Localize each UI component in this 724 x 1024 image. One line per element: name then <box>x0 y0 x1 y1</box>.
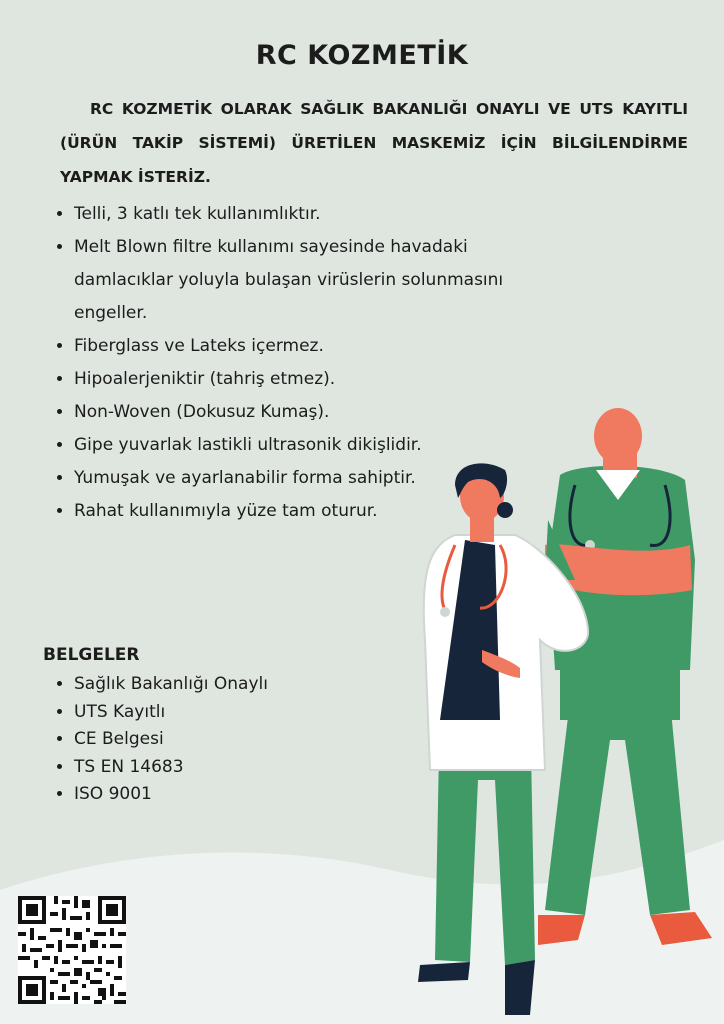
certificate-list <box>52 671 268 809</box>
page-title: RC KOZMETİK <box>255 40 469 71</box>
feature-item: • Yumuşak ve ayarlanabilir forma sahiptir. <box>74 462 534 495</box>
certificates-heading: BELGELER <box>43 645 140 665</box>
male-nurse-figure <box>538 408 712 945</box>
feature-item: • Gipe yuvarlak lastikli ultrasonik dikişlidir. <box>74 429 534 462</box>
intro-paragraph: RC KOZMETİK OLARAK SAĞLIK BAKANLIĞI ONAYLI VE UTS KAYITLI (ÜRÜN TAKİP SİSTEMİ) ÜRETİLEN MASKEMİZ İÇİN BİLGİLENDİRME YAPMAK İSTERİZ. <box>60 100 688 186</box>
feature-item: • Melt Blown filtre kullanımı sayesinde havadaki damlacıklar yoluyla bulaşan virüslerin solunmasını engeller. <box>74 231 534 330</box>
medical-staff-illustration <box>400 400 724 1024</box>
feature-item: • Telli, 3 katlı tek kullanımlıktır. <box>74 198 534 231</box>
feature-item: • Non-Woven (Dokusuz Kumaş). <box>74 396 534 429</box>
qr-code-icon[interactable] <box>18 896 126 1004</box>
certificate-item: • CE Belgesi <box>74 726 268 754</box>
feature-item: • Hipoalerjeniktir (tahriş etmez). <box>74 363 534 396</box>
certificate-item: • ISO 9001 <box>74 781 268 809</box>
certificate-item: • UTS Kayıtlı <box>74 699 268 727</box>
feature-item: • Rahat kullanımıyla yüze tam oturur. <box>74 495 534 528</box>
certificate-item: • TS EN 14683 <box>74 754 268 782</box>
certificate-item: • Sağlık Bakanlığı Onaylı <box>74 671 268 699</box>
feature-item: • Fiberglass ve Lateks içermez. <box>74 330 534 363</box>
